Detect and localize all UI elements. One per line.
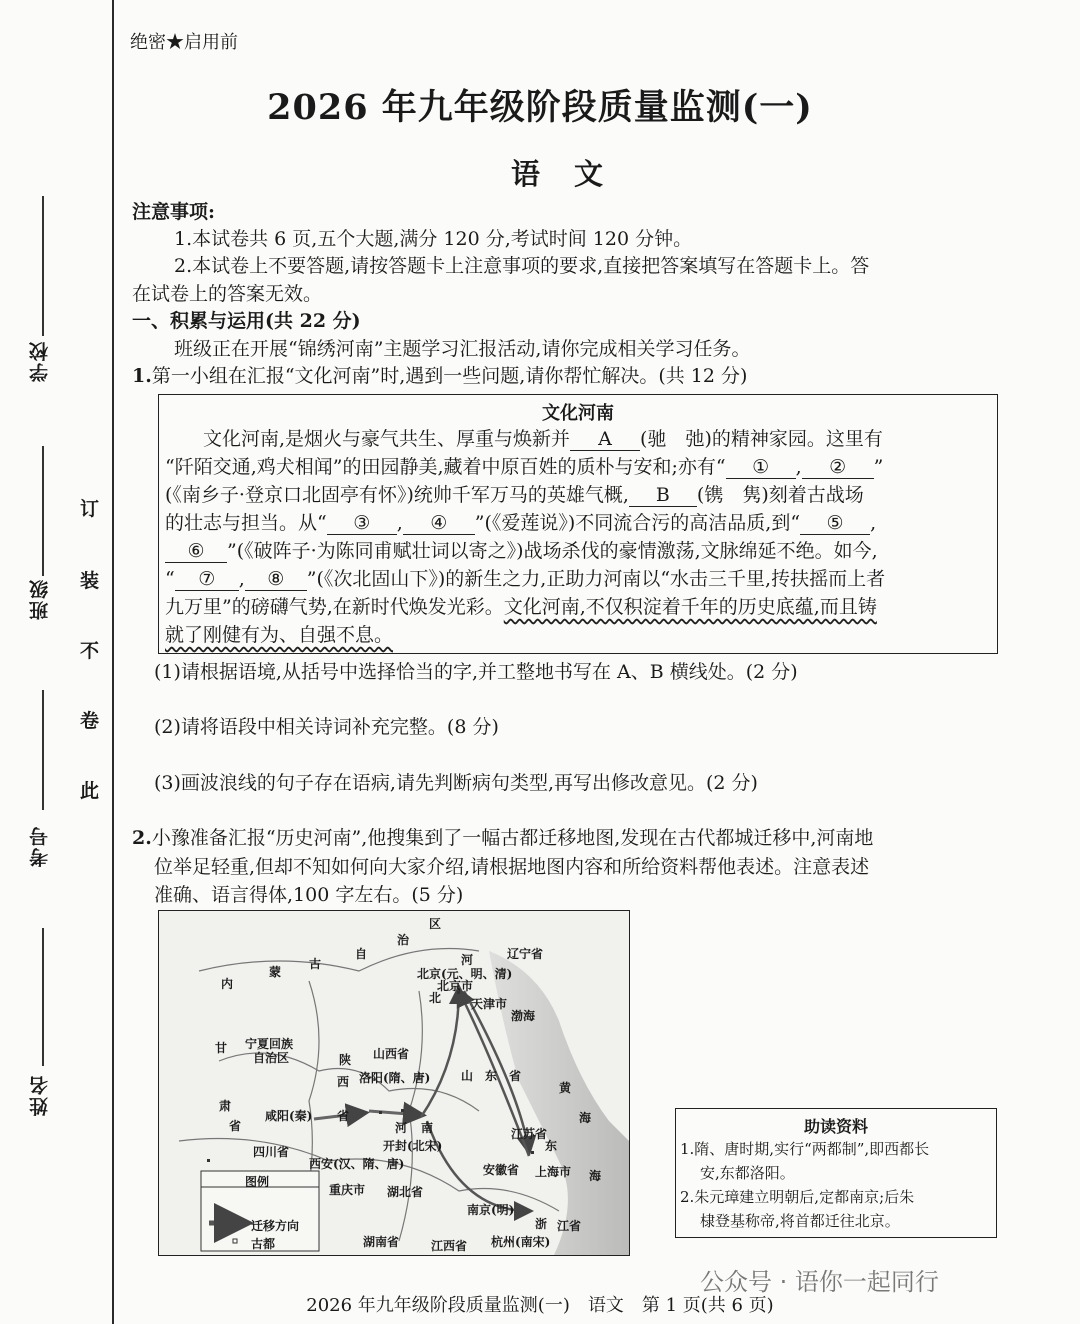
map-label: 江省: [557, 1219, 582, 1233]
map-label: 北京市: [437, 979, 474, 993]
map-label: 渤海: [511, 1009, 536, 1023]
seal-char: 订: [80, 498, 100, 520]
map-label: 西安(汉、隋、唐): [309, 1157, 405, 1171]
map-label: 南: [421, 1121, 434, 1135]
map-label: 治: [397, 933, 410, 947]
map-label: 内: [221, 977, 234, 991]
blank-6[interactable]: ⑥: [165, 540, 227, 563]
blank-4[interactable]: ④: [403, 512, 475, 535]
passage-line: “阡陌交通,鸡犬相闻”的田园静美,藏着中原百姓的质朴与安和;亦有“: [165, 456, 726, 478]
map-label: 安徽省: [483, 1163, 520, 1177]
name-fill-line: [42, 928, 44, 1066]
map-label: 辽宁省: [507, 947, 544, 961]
exam-no-fill-line: [42, 690, 44, 810]
wavy-sentence: 文化河南,不仅积淀着千年的历史底蕴,而且铸: [503, 596, 877, 618]
map-label: 杭州(南宋): [491, 1235, 551, 1249]
map-label: 湖南省: [363, 1235, 400, 1249]
name-label: 姓名: [29, 1074, 51, 1116]
map-label: 区: [429, 917, 442, 931]
question-number: 1.: [132, 365, 152, 387]
blank-b[interactable]: B: [629, 484, 697, 507]
seal-char: 装: [80, 570, 100, 592]
subquestion-3: (3)画波浪线的句子存在语病,请先判断病句类型,再写出修改意见。(2 分): [154, 772, 758, 794]
map-label: 肃: [219, 1099, 232, 1113]
map-label: 河: [461, 953, 474, 967]
passage-line: 文化河南,是烟火与豪气共生、厚重与焕新并: [203, 428, 571, 450]
blank-7[interactable]: ⑦: [175, 568, 239, 591]
passage-line: (镌 隽)刻着古战场: [696, 484, 864, 506]
map-label: 甘: [215, 1041, 228, 1055]
question-text: 第一小组在汇报“文化河南”时,遇到一些问题,请你帮忙解决。(共 12 分): [151, 365, 748, 387]
map-label: 北: [429, 991, 442, 1005]
passage-line: 的壮志与担当。从“: [165, 512, 327, 534]
exam-no-label: 考号: [29, 825, 51, 867]
legend-capital-label: 古都: [251, 1237, 276, 1251]
page-footer: 2026 年九年级阶段质量监测(一) 语文 第 1 页(共 6 页): [306, 1295, 774, 1316]
seal-char: 此: [80, 780, 100, 802]
passage-line: ”(《次北固山下》)的新生之力,正助力河南以“水击三千里,抟扶摇而上者: [306, 568, 886, 590]
page-title: 2026 年九年级阶段质量监测(一): [267, 87, 813, 128]
map-label: 湖北省: [387, 1185, 424, 1199]
map-label: 宁夏回族: [245, 1037, 294, 1051]
map-label: 陕: [339, 1053, 352, 1067]
passage-line: 九万里”的磅礴气势,在新时代焕发光彩。: [165, 596, 504, 618]
question-1: [132, 362, 747, 391]
question-2-line: 位举足轻重,但却不知如何向大家介绍,请根据地图内容和所给资料帮他表述。注意表述: [154, 856, 870, 878]
subquestion-2: (2)请将语段中相关诗词补充完整。(8 分): [154, 716, 499, 738]
passage-line: (《南乡子·登京口北固亭有怀》)统帅千军万马的英雄气概,: [165, 484, 629, 506]
map-label: 省: [337, 1109, 350, 1123]
map-label: 黄: [559, 1081, 572, 1095]
map-label: 河: [395, 1121, 408, 1135]
map-label: 北京(元、明、清): [417, 967, 513, 981]
map-label: 西: [337, 1075, 350, 1089]
passage-line: ”(《破阵子·为陈同甫赋壮词以寄之》)战场杀伐的豪情激荡,文脉绵延不绝。如今,: [227, 540, 878, 562]
passage-line: ”(《爱莲说》)不同流合污的高洁品质,到“: [474, 512, 801, 534]
passage-text: 文化河南,是烟火与豪气共生、厚重与焕新并 A (驰 弛)的精神家园。这里有 “阡陌交通,鸡犬相闻”的田园静美,藏着中原百姓的质朴与安和;亦有“ ① , ② ” (《南乡子·登京口北固亭有怀》)统帅千军万马的英雄气概, B (镌 隽)刻着古战场 的壮志与担当。从“ ③ , ④ ”(《爱莲说》)不同流合污的高洁品质,到“ ⑤ , ⑥ ”(《破阵子·为陈同甫赋壮词以寄之》)战场杀伐的豪情激荡,文脉绵延不绝。如今, “ ⑦ , ⑧ ”(《次北固山下》)的新生之力,正助力河南以“水击三千里,抟扶摇而上者 九万里”的磅礴气势,在新时代焕发光彩。文化河南,不仅积淀着千年的历史底蕴,而且铸 就了刚健有为、自强不息。: [165, 428, 886, 646]
subject-title: 语文: [510, 157, 637, 191]
map-label: 咸阳(秦): [265, 1109, 313, 1123]
subquestion-1: (1)请根据语境,从括号中选择恰当的字,并工整地书写在 A、B 横线处。(2 分): [154, 661, 798, 683]
secret-mark: 绝密★启用前: [130, 32, 238, 53]
wavy-sentence: 就了刚健有为、自强不息。: [165, 624, 394, 646]
map-label: 江苏省: [511, 1127, 548, 1141]
map-label: 山 东 省: [461, 1069, 522, 1083]
passage-box: [158, 394, 998, 654]
map-label: 自: [355, 947, 368, 961]
map-label: 重庆市: [329, 1183, 366, 1197]
notes-item-1: 1.本试卷共 6 页,五个大题,满分 120 分,考试时间 120 分钟。: [174, 228, 693, 250]
blank-5[interactable]: ⑤: [800, 512, 870, 535]
map-label: 洛阳(隋、唐): [359, 1071, 431, 1085]
section1-intro: 班级正在开展“锦绣河南”主题学习汇报活动,请你完成相关学习任务。: [174, 338, 751, 360]
school-label: 学校: [29, 340, 51, 382]
blank-a[interactable]: A: [570, 428, 640, 451]
capital-migration-map: [158, 910, 630, 1256]
watermark: 公众号 · 语你一起同行: [700, 1268, 939, 1296]
question-text: 小豫准备汇报“历史河南”,他搜集到了一幅古都迁移地图,发现在古代都城迁移中,河南地: [151, 827, 874, 849]
map-label: 东: [545, 1139, 558, 1153]
reading-aid-box: [675, 1108, 997, 1238]
section1-heading: 一、积累与运用(共 22 分): [132, 310, 361, 332]
passage-title: 文化河南: [542, 403, 614, 424]
passage-line: (驰 弛)的精神家园。这里有: [640, 428, 883, 450]
binding-line: [112, 0, 114, 1324]
class-label: 班级: [29, 578, 51, 620]
school-fill-line: [42, 196, 44, 336]
legend-arrow-label: 迁移方向: [251, 1219, 300, 1233]
aid-item: 1.隋、唐时期,实行“两都制”,即西都长: [680, 1140, 930, 1158]
aid-title: 助读资料: [803, 1117, 868, 1136]
map-label: 开封(北宋): [383, 1139, 443, 1153]
map-label: 浙: [535, 1217, 548, 1231]
map-label: 海: [579, 1111, 592, 1125]
aid-item: 安,东都洛阳。: [700, 1164, 795, 1182]
seal-char: 不: [80, 640, 100, 662]
question-2: [132, 824, 873, 853]
question-number: 2.: [132, 827, 152, 849]
aid-item: 2.朱元璋建立明朝后,定都南京;后朱: [680, 1188, 915, 1206]
map-label: 四川省: [253, 1145, 290, 1159]
legend-title: 图例: [245, 1175, 270, 1189]
class-fill-line: [42, 446, 44, 576]
map-label: 山西省: [373, 1047, 410, 1061]
blank-8[interactable]: ⑧: [245, 568, 307, 591]
map-label: 海: [589, 1169, 602, 1183]
map-label: 古: [309, 957, 322, 971]
blank-1[interactable]: ①: [726, 456, 796, 479]
aid-item: 棣登基称帝,将首都迁往北京。: [700, 1212, 900, 1230]
question-2-line: 准确、语言得体,100 字左右。(5 分): [154, 884, 464, 906]
blank-3[interactable]: ③: [327, 512, 397, 535]
notes-item-2b: 在试卷上的答案无效。: [132, 283, 323, 305]
notes-heading: 注意事项:: [132, 201, 216, 223]
map-label: 蒙: [269, 965, 282, 979]
map-label: 天津市: [471, 997, 508, 1011]
seal-char: 卷: [80, 710, 100, 732]
notes-item-2a: 2.本试卷上不要答题,请按答题卡上注意事项的要求,直接把答案填写在答题卡上。答: [174, 255, 870, 277]
map-label: 南京(明): [467, 1203, 515, 1217]
map-label: 江西省: [431, 1239, 468, 1253]
map-label: 自治区: [253, 1051, 290, 1065]
map-label: 上海市: [535, 1165, 572, 1179]
map-label: 省: [229, 1119, 242, 1133]
blank-2[interactable]: ②: [802, 456, 874, 479]
